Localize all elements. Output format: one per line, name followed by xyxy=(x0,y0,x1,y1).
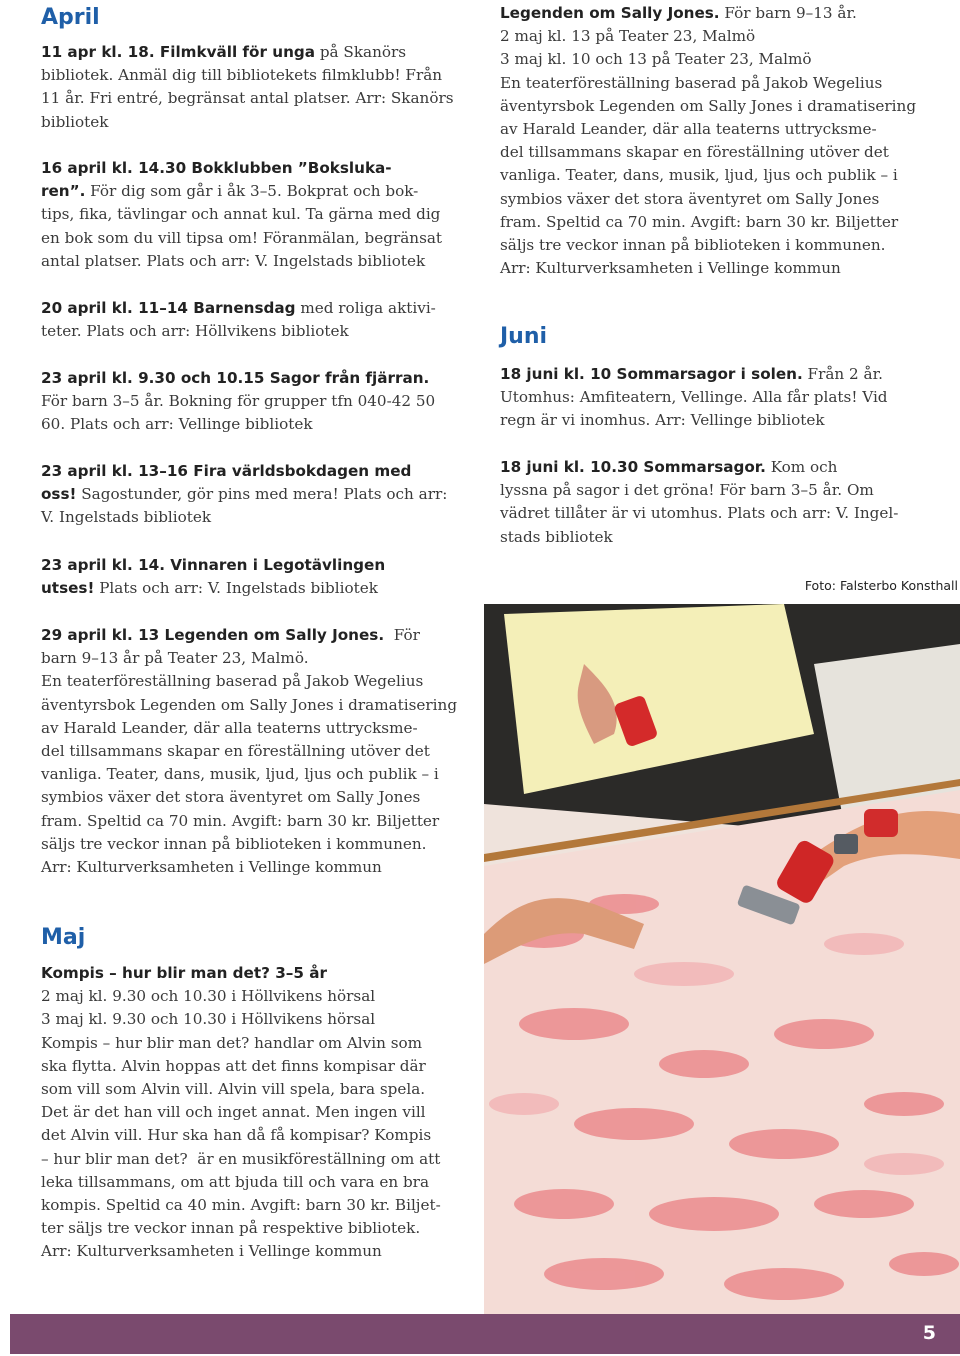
event-sally-jones-april xyxy=(41,624,457,879)
event-line xyxy=(41,833,457,856)
event-line xyxy=(41,203,442,226)
month-heading-maj: Maj xyxy=(41,925,86,950)
event-line xyxy=(41,1171,441,1194)
event-line xyxy=(500,25,916,48)
event-line xyxy=(41,390,435,413)
event-text: För dig som går i åk 3–5. Bokprat och bok- xyxy=(85,182,419,201)
event-line xyxy=(41,413,435,436)
event-line xyxy=(500,164,916,187)
event-text: V. Ingelstads bibliotek xyxy=(41,508,212,527)
event-text: Arr: Kulturverksamheten i Vellinge kommun xyxy=(41,858,382,877)
event-line xyxy=(41,740,457,763)
event-line xyxy=(41,64,454,87)
event-text: vanliga. Teater, dans, musik, ljud, ljus och publik – i xyxy=(500,166,898,185)
event-text: bibliotek. Anmäl dig till bibliotekets filmklubb! Från xyxy=(41,66,443,85)
event-line xyxy=(41,786,457,809)
event-line xyxy=(41,157,442,180)
event-line xyxy=(41,647,457,670)
event-line xyxy=(500,72,916,95)
event-line xyxy=(500,188,916,211)
month-heading-april: April xyxy=(41,5,100,30)
event-kompis xyxy=(41,962,441,1264)
event-line xyxy=(41,717,457,740)
event-title: 11 apr kl. 18. Filmkväll för unga xyxy=(41,43,315,61)
event-text: regn är vi inomhus. Arr: Vellinge bibliotek xyxy=(500,411,825,430)
event-line xyxy=(500,257,916,280)
event-text: fram. Speltid ca 70 min. Avgift: barn 30 kr. Biljetter xyxy=(500,212,899,231)
event-text: bibliotek xyxy=(41,112,109,131)
event-line xyxy=(41,297,436,320)
event-line xyxy=(41,367,435,390)
event-line xyxy=(41,1217,441,1240)
event-title: utses! xyxy=(41,579,95,598)
event-line xyxy=(41,1194,441,1217)
event-title: 20 april kl. 11–14 Barnensdag xyxy=(41,299,296,317)
event-text: leka tillsammans, om att bjuda till och vara en bra xyxy=(41,1172,429,1191)
event-text: vanliga. Teater, dans, musik, ljud, ljus och publik – i xyxy=(41,765,439,784)
event-text: vädret tillåter är vi utomhus. Plats och arr: V. Ingel- xyxy=(500,504,899,523)
event-text: säljs tre veckor innan på biblioteken i kommunen. xyxy=(500,236,886,255)
event-text: ter säljs tre veckor innan på respektive bibliotek. xyxy=(41,1219,421,1238)
event-legotavlingen xyxy=(41,554,385,600)
event-line xyxy=(41,506,447,529)
event-text: Det är det han vill och inget annat. Men ingen vill xyxy=(41,1103,426,1122)
event-bokklubben xyxy=(41,157,442,273)
event-text: Arr: Kulturverksamheten i Vellinge kommun xyxy=(500,259,841,278)
event-line xyxy=(500,386,888,409)
event-line xyxy=(41,1101,441,1124)
event-text: barn 9–13 år på Teater 23, Malmö. xyxy=(41,649,309,668)
event-title: 23 april kl. 13–16 Fira världsbokdagen med xyxy=(41,462,412,480)
event-text: med roliga aktivi- xyxy=(295,299,436,317)
event-line xyxy=(500,526,898,549)
event-line xyxy=(41,985,441,1008)
event-text: del tillsammans skapar en föreställning utöver det xyxy=(500,143,889,162)
photo-children-painting xyxy=(484,604,960,1314)
event-line xyxy=(500,48,916,71)
event-text: 3 maj kl. 10 och 13 på Teater 23, Malmö xyxy=(500,50,812,69)
event-line xyxy=(41,1008,441,1031)
event-line xyxy=(41,320,436,343)
event-text: lyssna på sagor i det gröna! För barn 3–5 år. Om xyxy=(500,481,874,500)
event-line xyxy=(41,856,457,879)
event-text: Plats och arr: V. Ingelstads bibliotek xyxy=(94,579,378,598)
footer-bar xyxy=(10,1314,960,1354)
event-title: 16 april kl. 14.30 Bokklubben ”Boksluka- xyxy=(41,159,392,177)
event-line xyxy=(41,763,457,786)
event-text: på Skanörs xyxy=(315,43,407,61)
event-line xyxy=(41,1032,441,1055)
event-text: äventyrsbok Legenden om Sally Jones i dramatisering xyxy=(41,695,458,714)
event-title: oss! xyxy=(41,485,77,504)
event-text: Kom och xyxy=(765,458,838,476)
event-title: Legenden om Sally Jones. xyxy=(500,4,720,22)
event-line xyxy=(41,483,447,506)
event-line xyxy=(500,363,888,386)
event-text: fram. Speltid ca 70 min. Avgift: barn 30 kr. Biljetter xyxy=(41,811,440,830)
month-heading-juni: Juni xyxy=(500,324,548,349)
event-line xyxy=(41,962,441,985)
event-sommarsagor-i-solen xyxy=(500,363,888,433)
event-line xyxy=(500,456,898,479)
event-text: teter. Plats och arr: Höllvikens bibliotek xyxy=(41,322,349,341)
event-text: antal platser. Plats och arr: V. Ingelstads bibliotek xyxy=(41,251,426,270)
event-line xyxy=(41,810,457,833)
event-text: 11 år. Fri entré, begränsat antal platser. Arr: Skanörs xyxy=(41,89,454,108)
event-text: 60. Plats och arr: Vellinge bibliotek xyxy=(41,415,313,434)
event-text: kompis. Speltid ca 40 min. Avgift: barn 30 kr. Biljet- xyxy=(41,1196,441,1215)
event-line xyxy=(41,41,454,64)
event-filmkvall xyxy=(41,41,454,134)
event-line xyxy=(41,250,442,273)
event-text: En teaterföreställning baserad på Jakob Wegelius xyxy=(500,73,883,92)
event-line xyxy=(41,227,442,250)
event-text: Från 2 år. xyxy=(802,365,883,383)
event-varldsbokdagen xyxy=(41,460,447,530)
event-line xyxy=(500,2,916,25)
event-line xyxy=(500,502,898,525)
event-line xyxy=(41,1148,441,1171)
event-text: För xyxy=(384,626,420,644)
event-text: tips, fika, tävlingar och annat kul. Ta gärna med dig xyxy=(41,205,441,224)
event-line xyxy=(41,87,454,110)
event-line xyxy=(41,111,454,134)
event-line xyxy=(500,118,916,141)
event-line xyxy=(500,234,916,257)
event-text: av Harald Leander, där alla teaterns uttrycksme- xyxy=(41,718,418,737)
event-title: Kompis – hur blir man det? 3–5 år xyxy=(41,964,327,982)
event-sally-jones-maj xyxy=(500,2,916,280)
event-line xyxy=(41,670,457,693)
event-text: – hur blir man det? är en musikföreställning om att xyxy=(41,1149,441,1168)
event-line xyxy=(41,554,385,577)
event-line xyxy=(500,479,898,502)
event-line xyxy=(41,624,457,647)
event-text: För barn 9–13 år. xyxy=(719,4,857,22)
event-text: 2 maj kl. 13 på Teater 23, Malmö xyxy=(500,27,756,46)
event-text: Kompis – hur blir man det? handlar om Alvin som xyxy=(41,1033,423,1052)
event-text: symbios växer det stora äventyret om Sally Jones xyxy=(500,189,880,208)
event-text: 2 maj kl. 9.30 och 10.30 i Höllvikens hörsal xyxy=(41,987,376,1006)
event-text: av Harald Leander, där alla teaterns uttrycksme- xyxy=(500,120,877,139)
event-line xyxy=(41,577,385,600)
event-title: 18 juni kl. 10 Sommarsagor i solen. xyxy=(500,365,803,383)
event-text: En teaterföreställning baserad på Jakob Wegelius xyxy=(41,672,424,691)
event-text: symbios växer det stora äventyret om Sally Jones xyxy=(41,788,421,807)
event-line xyxy=(41,460,447,483)
event-line xyxy=(41,1078,441,1101)
event-text: det Alvin vill. Hur ska han då få kompisar? Kompis xyxy=(41,1126,432,1145)
event-text: Arr: Kulturverksamheten i Vellinge kommun xyxy=(41,1242,382,1261)
event-text: 3 maj kl. 9.30 och 10.30 i Höllvikens hörsal xyxy=(41,1010,376,1029)
page-number: 5 xyxy=(922,1322,936,1344)
painting-illustration xyxy=(484,604,960,1314)
event-line xyxy=(41,694,457,717)
event-text: Sagostunder, gör pins med mera! Plats och arr: xyxy=(76,485,448,504)
event-title: 23 april kl. 9.30 och 10.15 Sagor från fjärran. xyxy=(41,369,430,387)
event-title: 29 april kl. 13 Legenden om Sally Jones. xyxy=(41,626,385,644)
event-text: äventyrsbok Legenden om Sally Jones i dramatisering xyxy=(500,96,917,115)
event-line xyxy=(500,211,916,234)
event-barnensdag xyxy=(41,297,436,343)
event-title: ren”. xyxy=(41,182,86,201)
event-text: en bok som du vill tipsa om! Föranmälan, begränsat xyxy=(41,228,443,247)
event-line xyxy=(500,409,888,432)
event-text: För barn 3–5 år. Bokning för grupper tfn 040-42 50 xyxy=(41,392,436,411)
event-text: som vill som Alvin vill. Alvin vill spela, bara spela. xyxy=(41,1080,426,1099)
event-title: 23 april kl. 14. Vinnaren i Legotävlingen xyxy=(41,556,386,574)
event-line xyxy=(500,95,916,118)
event-text: ska flytta. Alvin hoppas att det finns kompisar där xyxy=(41,1056,426,1075)
event-sommarsagor xyxy=(500,456,898,549)
event-sagor-fran-fjarran xyxy=(41,367,435,437)
event-line xyxy=(500,141,916,164)
event-line xyxy=(41,1124,441,1147)
event-line xyxy=(41,1240,441,1263)
event-text: Utomhus: Amfiteatern, Vellinge. Alla får plats! Vid xyxy=(500,388,888,407)
event-title: 18 juni kl. 10.30 Sommarsagor. xyxy=(500,458,766,476)
event-text: stads bibliotek xyxy=(500,527,613,546)
event-text: säljs tre veckor innan på biblioteken i kommunen. xyxy=(41,834,427,853)
event-line xyxy=(41,1055,441,1078)
photo-caption: Foto: Falsterbo Konsthall xyxy=(804,578,958,593)
event-line xyxy=(41,180,442,203)
event-text: del tillsammans skapar en föreställning utöver det xyxy=(41,742,430,761)
